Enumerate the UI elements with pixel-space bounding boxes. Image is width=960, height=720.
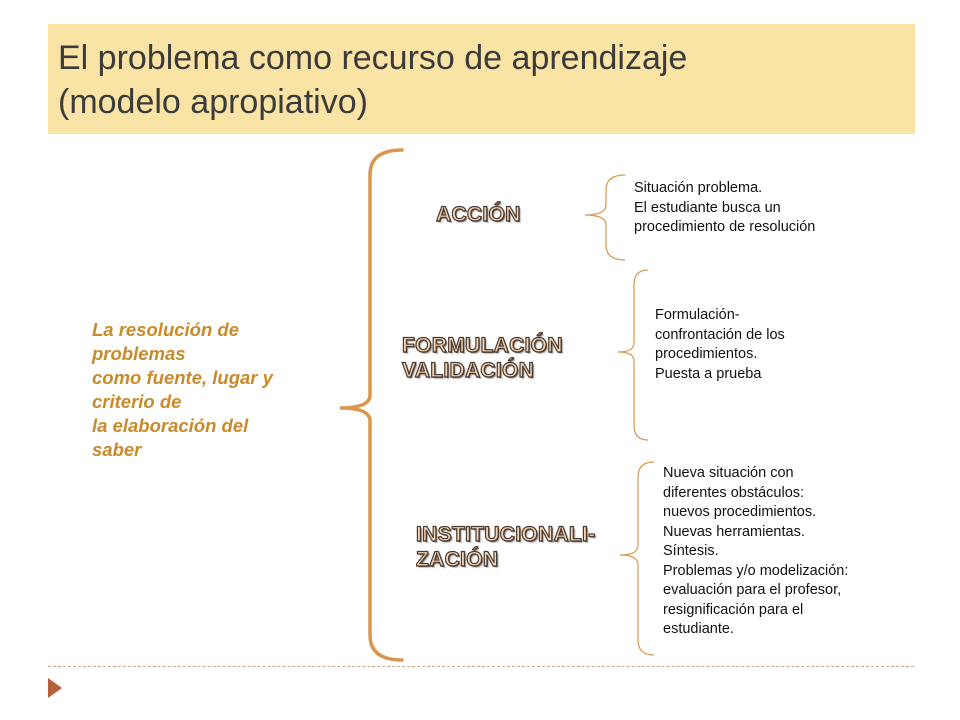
main-statement-line: la elaboración del [92, 415, 249, 436]
formulacion-brace [618, 270, 648, 440]
main-statement-line: como fuente, lugar y [92, 367, 273, 388]
description-line: procedimiento de resolución [634, 219, 816, 235]
description-line: Problemas y/o modelización: [663, 562, 849, 579]
slide-title-line-1: El problema como recurso de aprendizaje [58, 39, 688, 77]
description-line: procedimientos. [655, 346, 758, 362]
description-line: Nueva situación con [663, 465, 794, 481]
footer-divider [48, 666, 914, 667]
description-line: nuevos procedimientos. [663, 504, 817, 520]
description-line: Formulación- [655, 307, 740, 323]
accion-brace [585, 175, 625, 260]
description-line: evaluación para el profesor, [663, 582, 842, 598]
description-line: estudiante. [663, 621, 734, 637]
description-line: Nuevas herramientas. [663, 523, 805, 540]
phase-formulacion-description [655, 306, 785, 384]
phase-label-line: VALIDACIÓN [402, 359, 535, 382]
description-line: diferentes obstáculos: [663, 484, 805, 501]
description-line: Situación problema. [634, 180, 763, 196]
main-statement-line: saber [92, 439, 142, 460]
description-line: confrontación de los [655, 326, 785, 343]
phase-label-line: FORMULACIÓN [402, 334, 563, 357]
description-line: El estudiante busca un [634, 199, 781, 216]
phase-formulacion-label [402, 333, 563, 383]
phase-institucionalizacion-label [416, 522, 595, 572]
main-statement-line: La resolución de [92, 319, 240, 340]
description-line: resignificación para el [663, 601, 804, 618]
main-brace [340, 150, 402, 660]
phase-label-line: ZACIÓN [416, 548, 499, 571]
main-statement-line: problemas [92, 343, 186, 364]
phase-accion-description [634, 179, 815, 238]
description-line: Síntesis. [663, 543, 719, 559]
slide-title-line-2: (modelo apropiativo) [58, 83, 368, 121]
phase-label-line: INSTITUCIONALI- [416, 523, 596, 546]
main-statement-line: criterio de [92, 391, 182, 412]
footer-arrow-icon [48, 678, 62, 698]
phase-label-line: ACCIÓN [436, 203, 521, 226]
institucionalizacion-brace [620, 462, 654, 655]
description-line: Puesta a prueba [655, 365, 762, 382]
phase-institucionalizacion-description [663, 464, 848, 640]
phase-accion-label [436, 202, 521, 227]
